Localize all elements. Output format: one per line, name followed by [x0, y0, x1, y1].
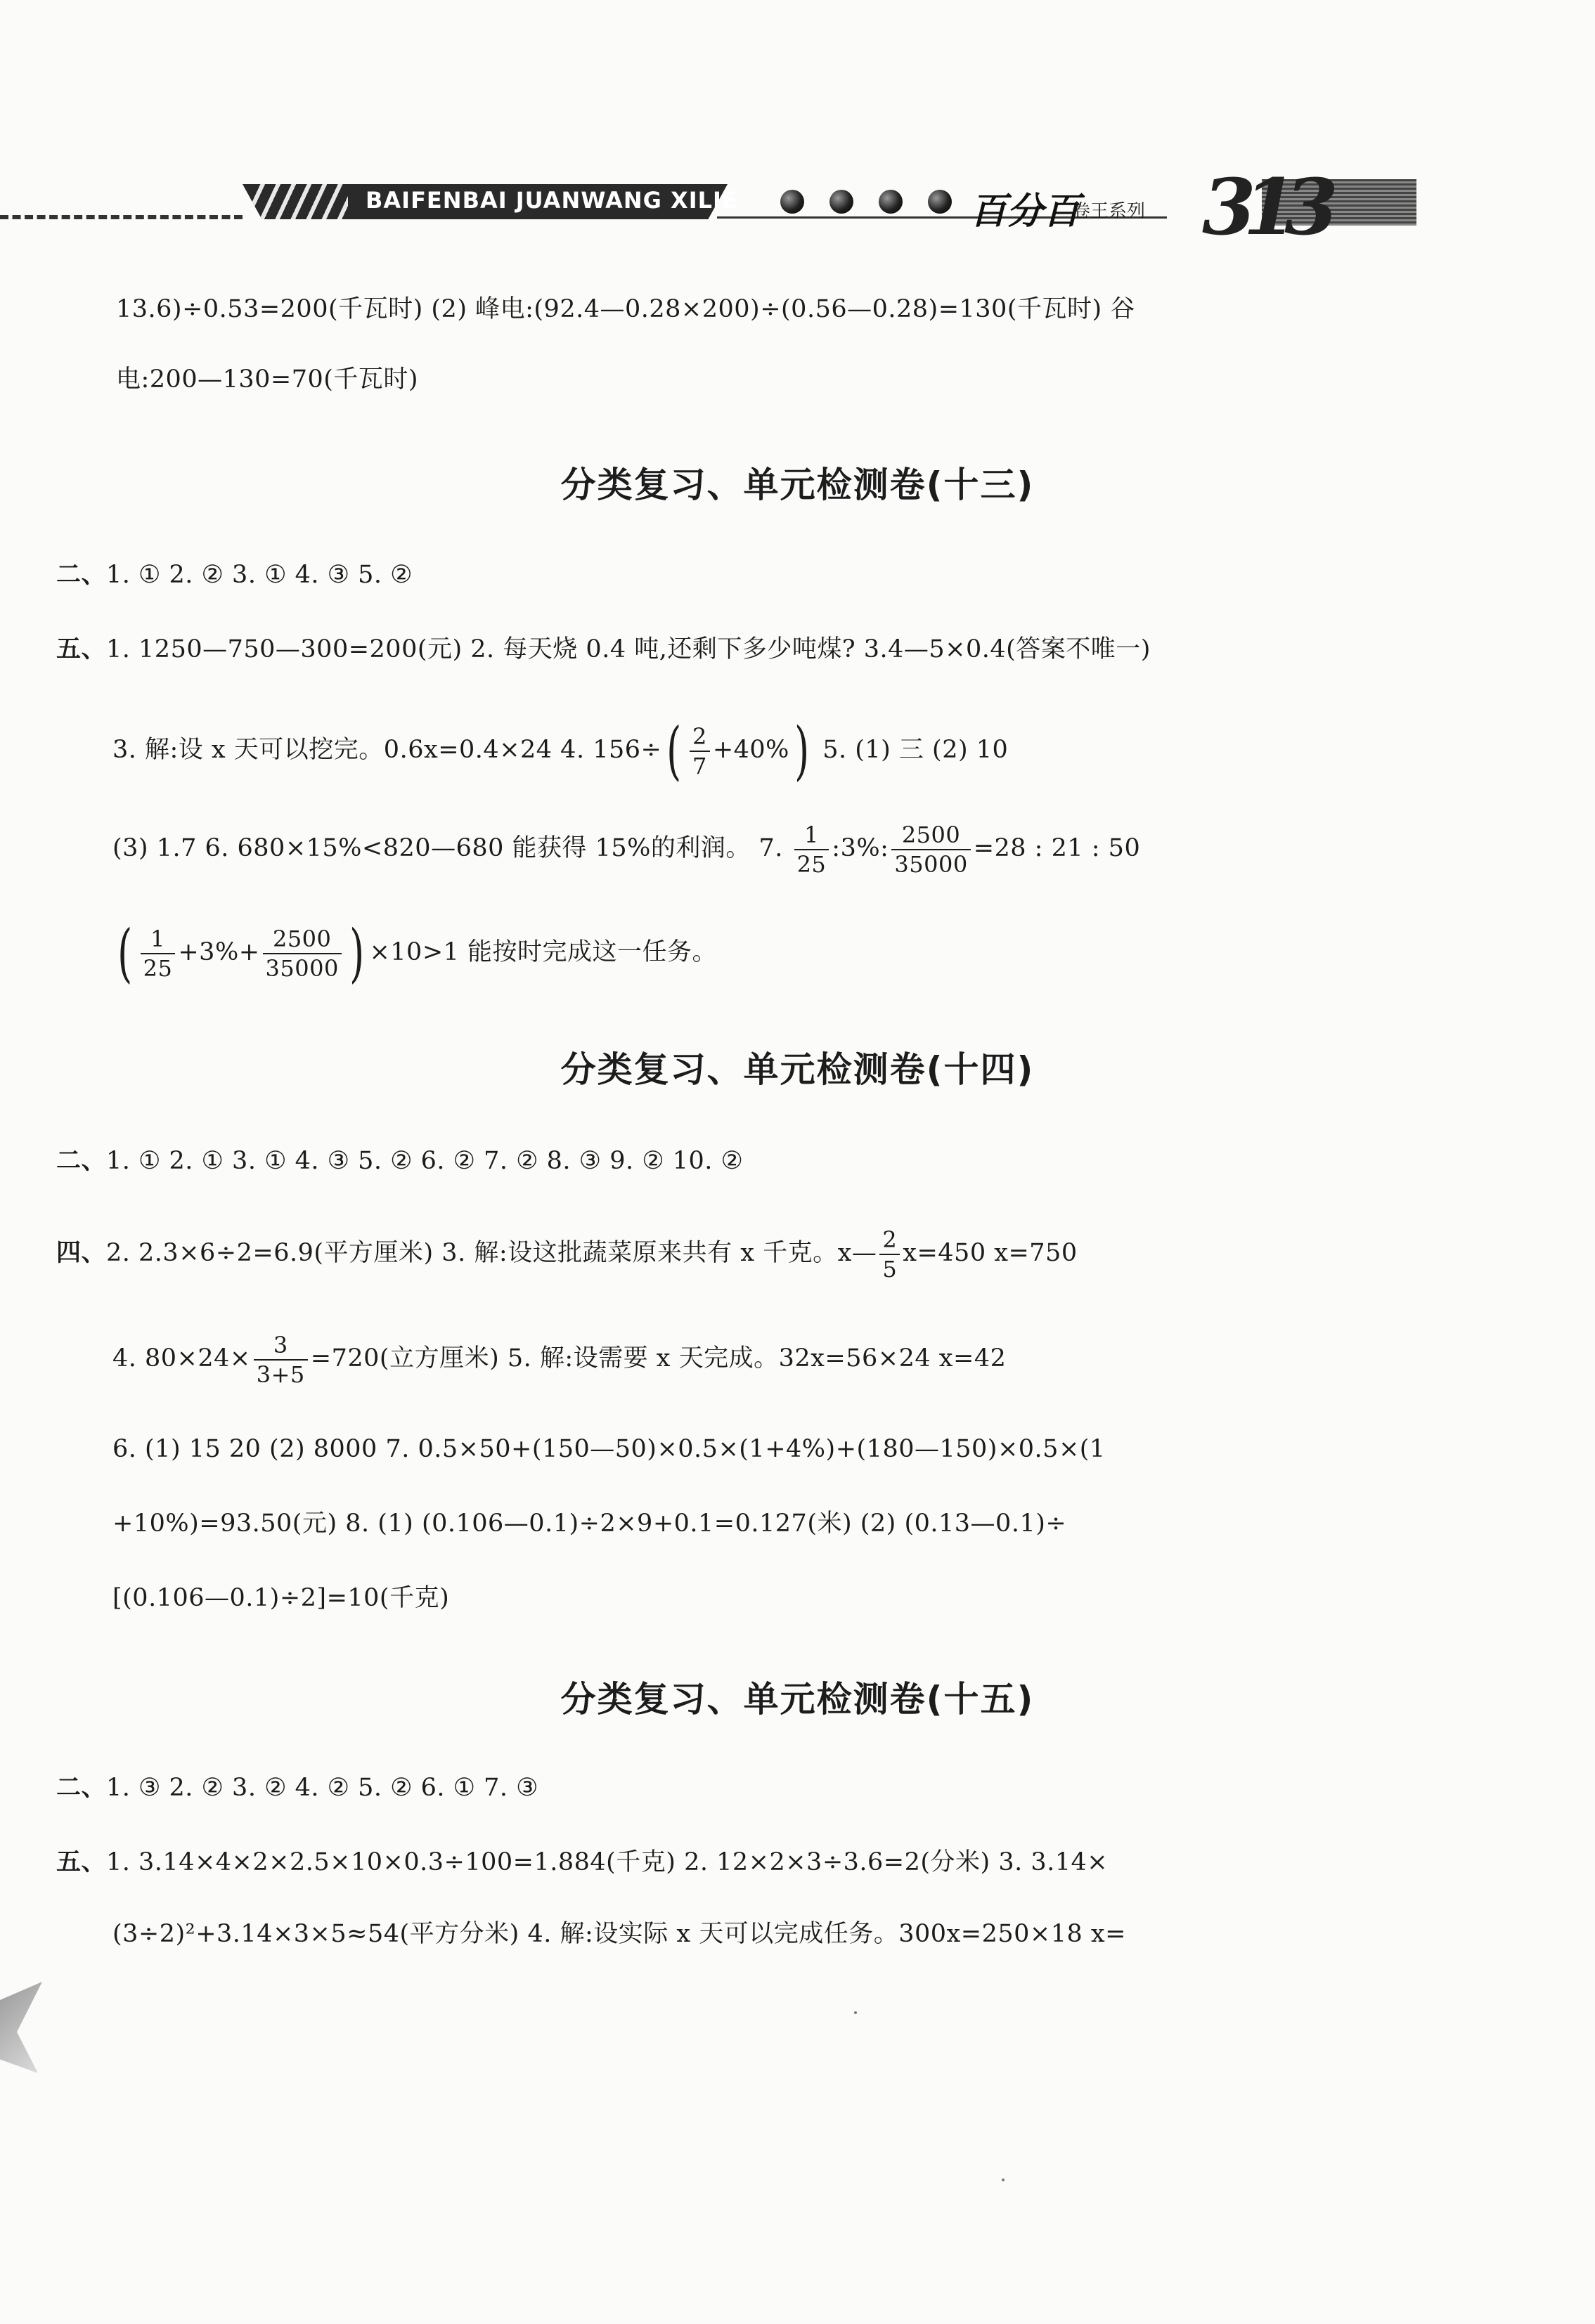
- series-name-en: BAIFENBAI JUANWANG XILIE: [366, 187, 738, 214]
- section-13-title: 分类复习、单元检测卷(十三): [560, 465, 1035, 505]
- left-paren: (: [666, 713, 682, 788]
- fraction-denominator: 25: [143, 954, 173, 982]
- sec13-q2-answers: 1. ① 2. ② 3. ① 4. ③ 5. ②: [106, 561, 413, 589]
- fraction-numerator: 2500: [891, 824, 970, 850]
- corner-star-decoration: [0, 1982, 42, 2073]
- fraction-numerator: 3: [254, 1334, 308, 1361]
- fraction-2500-35000: [263, 925, 342, 982]
- sec13-line-2: [56, 634, 1151, 665]
- carryover-line-2: 电:200—130=70(千瓦时): [116, 365, 419, 394]
- brand-subtitle: 卷王系列: [1072, 201, 1146, 222]
- header-dot-icon: [780, 190, 804, 214]
- sec15-q2-answers: 1. ③ 2. ② 3. ② 4. ② 5. ② 6. ① 7. ③: [106, 1774, 539, 1802]
- fraction-numerator: 1: [141, 928, 176, 954]
- header-dashed-rule: [0, 215, 243, 219]
- sec14-l2-text-b: x=450 x=750: [903, 1239, 1078, 1267]
- sec14-line-5: +10%)=93.50(元) 8. (1) (0.106—0.1)÷2×9+0.1=0.127(米) (2) (0.13—0.1)÷: [112, 1510, 1067, 1538]
- section-14-title: 分类复习、单元检测卷(十四): [560, 1049, 1035, 1090]
- sec14-line-2: [56, 1221, 1078, 1285]
- brand-logo-text: 百分百: [970, 190, 1080, 233]
- sec13-line-4: [112, 817, 1140, 880]
- fraction-2-7: [690, 722, 710, 779]
- banner-stripes: [250, 184, 348, 219]
- sec14-q4-label: 四、: [56, 1238, 107, 1267]
- sec14-q2-label: 二、: [56, 1146, 107, 1175]
- sec14-line-1: [56, 1145, 743, 1176]
- fraction-1-25: [794, 821, 829, 878]
- sec14-l2-text-a: 2. 2.3×6÷2=6.9(平方厘米) 3. 解:设这批蔬菜原来共有 x 千克。x—: [106, 1239, 877, 1267]
- fraction-2-5: [879, 1226, 900, 1283]
- sec14-line-6: [(0.106—0.1)÷2]=10(千克): [112, 1584, 450, 1612]
- fraction-2500-35000: [891, 821, 970, 878]
- section-15-title: 分类复习、单元检测卷(十五): [560, 1679, 1035, 1720]
- fraction-numerator: 2: [690, 725, 710, 752]
- sec13-l5-text-c: ×10>1 能按时完成这一任务。: [369, 938, 718, 966]
- sec13-l4-text-c: =28 : 21 : 50: [973, 834, 1141, 862]
- sec13-l5-text-b: +3%+: [178, 938, 260, 966]
- sec13-q5-part1: 1. 1250—750—300=200(元) 2. 每天烧 0.4 吨,还剩下多少吨煤? 3.4—5×0.4(答案不唯一): [106, 635, 1151, 663]
- sec13-l3-text-c: 5. (1) 三 (2) 10: [814, 736, 1009, 764]
- sec13-l3-text-a: 3. 解:设 x 天可以挖完。0.6x=0.4×24 4. 156÷: [112, 736, 662, 764]
- carryover-line-1: 13.6)÷0.53=200(千瓦时) (2) 峰电:(92.4—0.28×200)÷(0.56—0.28)=130(千瓦时) 谷: [116, 295, 1135, 323]
- sec13-l3-text-b: +40%: [712, 736, 789, 764]
- right-paren: ): [794, 713, 810, 788]
- fraction-numerator: 1: [794, 824, 829, 850]
- header-dot-icon: [879, 190, 903, 214]
- fraction-1-25: [141, 925, 176, 982]
- fraction-denominator: 25: [796, 850, 827, 878]
- header-dot-icon: [829, 190, 853, 214]
- right-paren: ): [349, 916, 365, 990]
- sec15-line-3: (3÷2)²+3.14×3×5≈54(平方分米) 4. 解:设实际 x 天可以完成任务。300x=250×18 x=: [112, 1920, 1126, 1948]
- sec13-l4-text-b: :3%:: [832, 834, 889, 862]
- fraction-denominator: 7: [692, 752, 707, 779]
- sec13-line-1: [56, 559, 413, 590]
- fraction-3-over-3plus5: [254, 1331, 308, 1388]
- page-header: [0, 162, 1595, 253]
- fraction-denominator: 35000: [894, 850, 968, 878]
- sec15-q2-label: 二、: [56, 1773, 107, 1802]
- fraction-numerator: 2500: [263, 928, 342, 954]
- sec13-line-3: [112, 713, 1009, 788]
- fraction-denominator: 3+5: [256, 1361, 305, 1388]
- sec15-q5-label: 五、: [56, 1848, 107, 1876]
- fraction-numerator: 2: [879, 1228, 900, 1255]
- scan-speck: [854, 2011, 857, 2014]
- fraction-denominator: 35000: [265, 954, 339, 982]
- scan-speck: [1002, 2179, 1005, 2181]
- sec14-l3-text-b: =720(立方厘米) 5. 解:设需要 x 天完成。32x=56×24 x=42: [310, 1344, 1007, 1372]
- sec13-q2-label: 二、: [56, 560, 107, 589]
- left-paren: (: [117, 916, 133, 990]
- sec13-q5-label: 五、: [56, 635, 107, 663]
- sec14-q2-answers: 1. ① 2. ① 3. ① 4. ③ 5. ② 6. ② 7. ② 8. ③ 9. ② 10. ②: [106, 1147, 744, 1175]
- sec13-line-5: [112, 916, 718, 990]
- sec14-line-4: 6. (1) 15 20 (2) 8000 7. 0.5×50+(150—50)×0.5×(1+4%)+(180—150)×0.5×(1: [112, 1435, 1106, 1463]
- sec13-l4-text-a: (3) 1.7 6. 680×15%<820—680 能获得 15%的利润。 7.: [112, 834, 792, 862]
- sec14-l3-text-a: 4. 80×24×: [112, 1344, 251, 1372]
- sec15-q5-part1: 1. 3.14×4×2×2.5×10×0.3÷100=1.884(千克) 2. 12×2×3÷3.6=2(分米) 3. 3.14×: [106, 1848, 1109, 1876]
- brand-313-logo: 313: [1202, 162, 1326, 252]
- fraction-denominator: 5: [882, 1255, 898, 1283]
- header-dot-icon: [928, 190, 952, 214]
- sec15-line-2: [56, 1847, 1108, 1878]
- sec15-line-1: [56, 1772, 538, 1803]
- sec14-line-3: [112, 1327, 1006, 1390]
